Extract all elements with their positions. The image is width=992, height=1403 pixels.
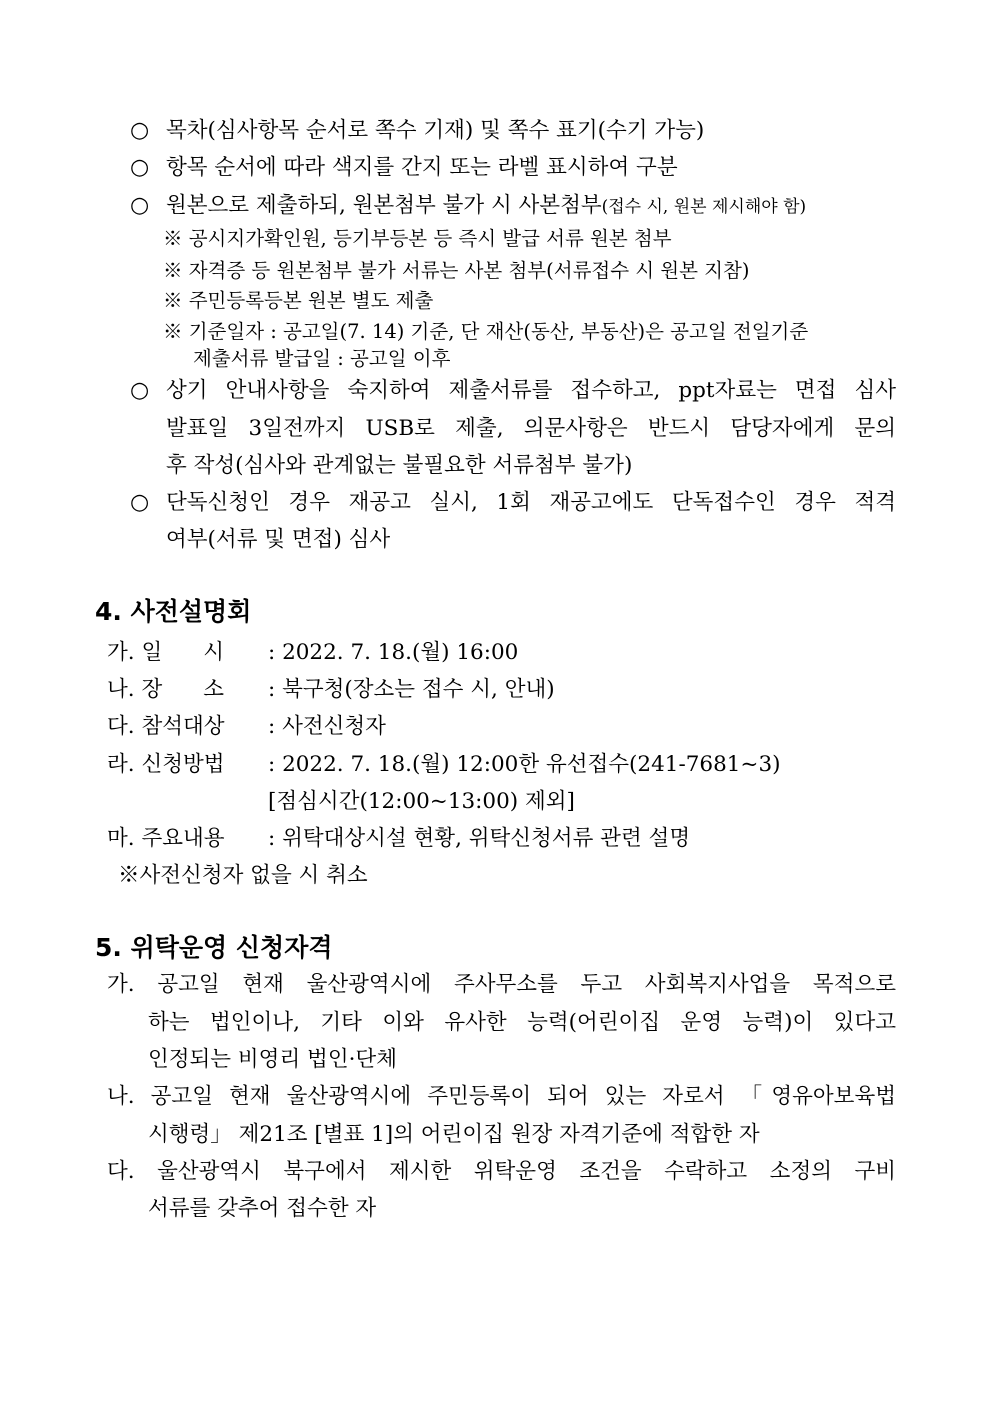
briefing-row-place xyxy=(107,675,555,705)
bullet-circle-icon: ○ xyxy=(130,490,150,515)
briefing-value-date: : 2022. 7. 18.(월) 16:00 xyxy=(268,640,519,665)
briefing-label-date: 가. 일 시 xyxy=(107,640,224,665)
bullet-single-applicant-line1: 단독신청인 경우 재공고 실시, 1회 재공고에도 단독접수인 경우 적격 xyxy=(166,490,896,515)
bullet-guidance-line1: 상기 안내사항을 숙지하여 제출서류를 접수하고, ppt자료는 면접 심사 xyxy=(166,378,896,403)
qualification-na-line1: 나. 공고일 현재 울산광역시에 주민등록이 되어 있는 자로서 「영유아보육법 xyxy=(107,1084,896,1109)
briefing-row-lunch xyxy=(107,787,575,817)
briefing-row-method xyxy=(107,750,781,780)
qualification-ga-line2: 하는 법인이나, 기타 이와 유사한 능력(어린이집 운영 능력)이 있다고 xyxy=(148,1010,896,1035)
briefing-value-content: : 위탁대상시설 현황, 위탁신청서류 관련 설명 xyxy=(268,826,691,851)
bullet-single-applicant-line2: 여부(서류 및 면접) 심사 xyxy=(166,527,391,552)
note-issue-date: 제출서류 발급일 : 공고일 이후 xyxy=(193,347,451,370)
note-base-date: ※ 기준일자 : 공고일(7. 14) 기준, 단 재산(동산, 부동산)은 공고일 전일기준 xyxy=(163,320,809,343)
briefing-value-lunch: [점심시간(12:00~13:00) 제외] xyxy=(268,789,575,814)
bullet-guidance-line2: 발표일 3일전까지 USB로 제출, 의문사항은 반드시 담당자에게 문의 xyxy=(166,416,896,441)
qualification-na-line2: 시행령」 제21조 [별표 1]의 어린이집 원장 자격기준에 적합한 자 xyxy=(148,1122,760,1147)
briefing-row-content xyxy=(107,824,690,854)
qualification-ga-line3: 인정되는 비영리 법인·단체 xyxy=(148,1047,397,1072)
note-land-price: ※ 공시지가확인원, 등기부등본 등 즉시 발급 서류 원본 첨부 xyxy=(163,227,672,250)
briefing-value-place: : 북구청(장소는 접수 시, 안내) xyxy=(268,677,555,702)
qualification-ga-line1: 가. 공고일 현재 울산광역시에 주사무소를 두고 사회복지사업을 목적으로 xyxy=(107,972,896,997)
bullet-circle-icon: ○ xyxy=(130,155,150,180)
section-5-title: 5. 위탁운영 신청자격 xyxy=(95,933,333,962)
briefing-row-attendees xyxy=(107,712,386,742)
qualification-da-line1: 다. 울산광역시 북구에서 제시한 위탁운영 조건을 수락하고 소정의 구비 xyxy=(107,1159,896,1184)
bullet-guidance-line3: 후 작성(심사와 관계없는 불필요한 서류첨부 불가) xyxy=(166,453,633,478)
note-resident-register: ※ 주민등록등본 원본 별도 제출 xyxy=(163,289,434,312)
briefing-value-method: : 2022. 7. 18.(월) 12:00한 유선접수(241-7681~3) xyxy=(268,752,781,777)
briefing-label-content: 마. 주요내용 xyxy=(107,826,225,851)
briefing-row-date xyxy=(107,638,518,668)
note-certificate: ※ 자격증 등 원본첨부 불가 서류는 사본 첨부(서류접수 시 원본 지참) xyxy=(163,259,750,282)
briefing-label-attendees: 다. 참석대상 xyxy=(107,714,225,739)
section-4-title: 4. 사전설명회 xyxy=(95,597,252,626)
bullet-item-order: 항목 순서에 따라 색지를 간지 또는 라벨 표시하여 구분 xyxy=(166,155,678,180)
bullet-circle-icon: ○ xyxy=(130,193,150,218)
bullet-original-main: 원본으로 제출하되, 원본첨부 불가 시 사본첨부 xyxy=(166,193,602,218)
bullet-circle-icon: ○ xyxy=(130,118,150,143)
bullet-table-of-contents: 목차(심사항목 순서로 쪽수 기재) 및 쪽수 표기(수기 가능) xyxy=(166,118,705,143)
briefing-label-method: 라. 신청방법 xyxy=(107,752,225,777)
qualification-da-line2: 서류를 갖추어 접수한 자 xyxy=(148,1196,377,1221)
bullet-original-note: (접수 시, 원본 제시해야 함) xyxy=(601,197,807,217)
briefing-label-place: 나. 장 소 xyxy=(107,677,224,702)
briefing-cancel-note: ※사전신청자 없을 시 취소 xyxy=(118,863,368,888)
bullet-original-submission xyxy=(166,191,806,222)
bullet-circle-icon: ○ xyxy=(130,378,150,403)
briefing-value-attendees: : 사전신청자 xyxy=(268,714,386,739)
